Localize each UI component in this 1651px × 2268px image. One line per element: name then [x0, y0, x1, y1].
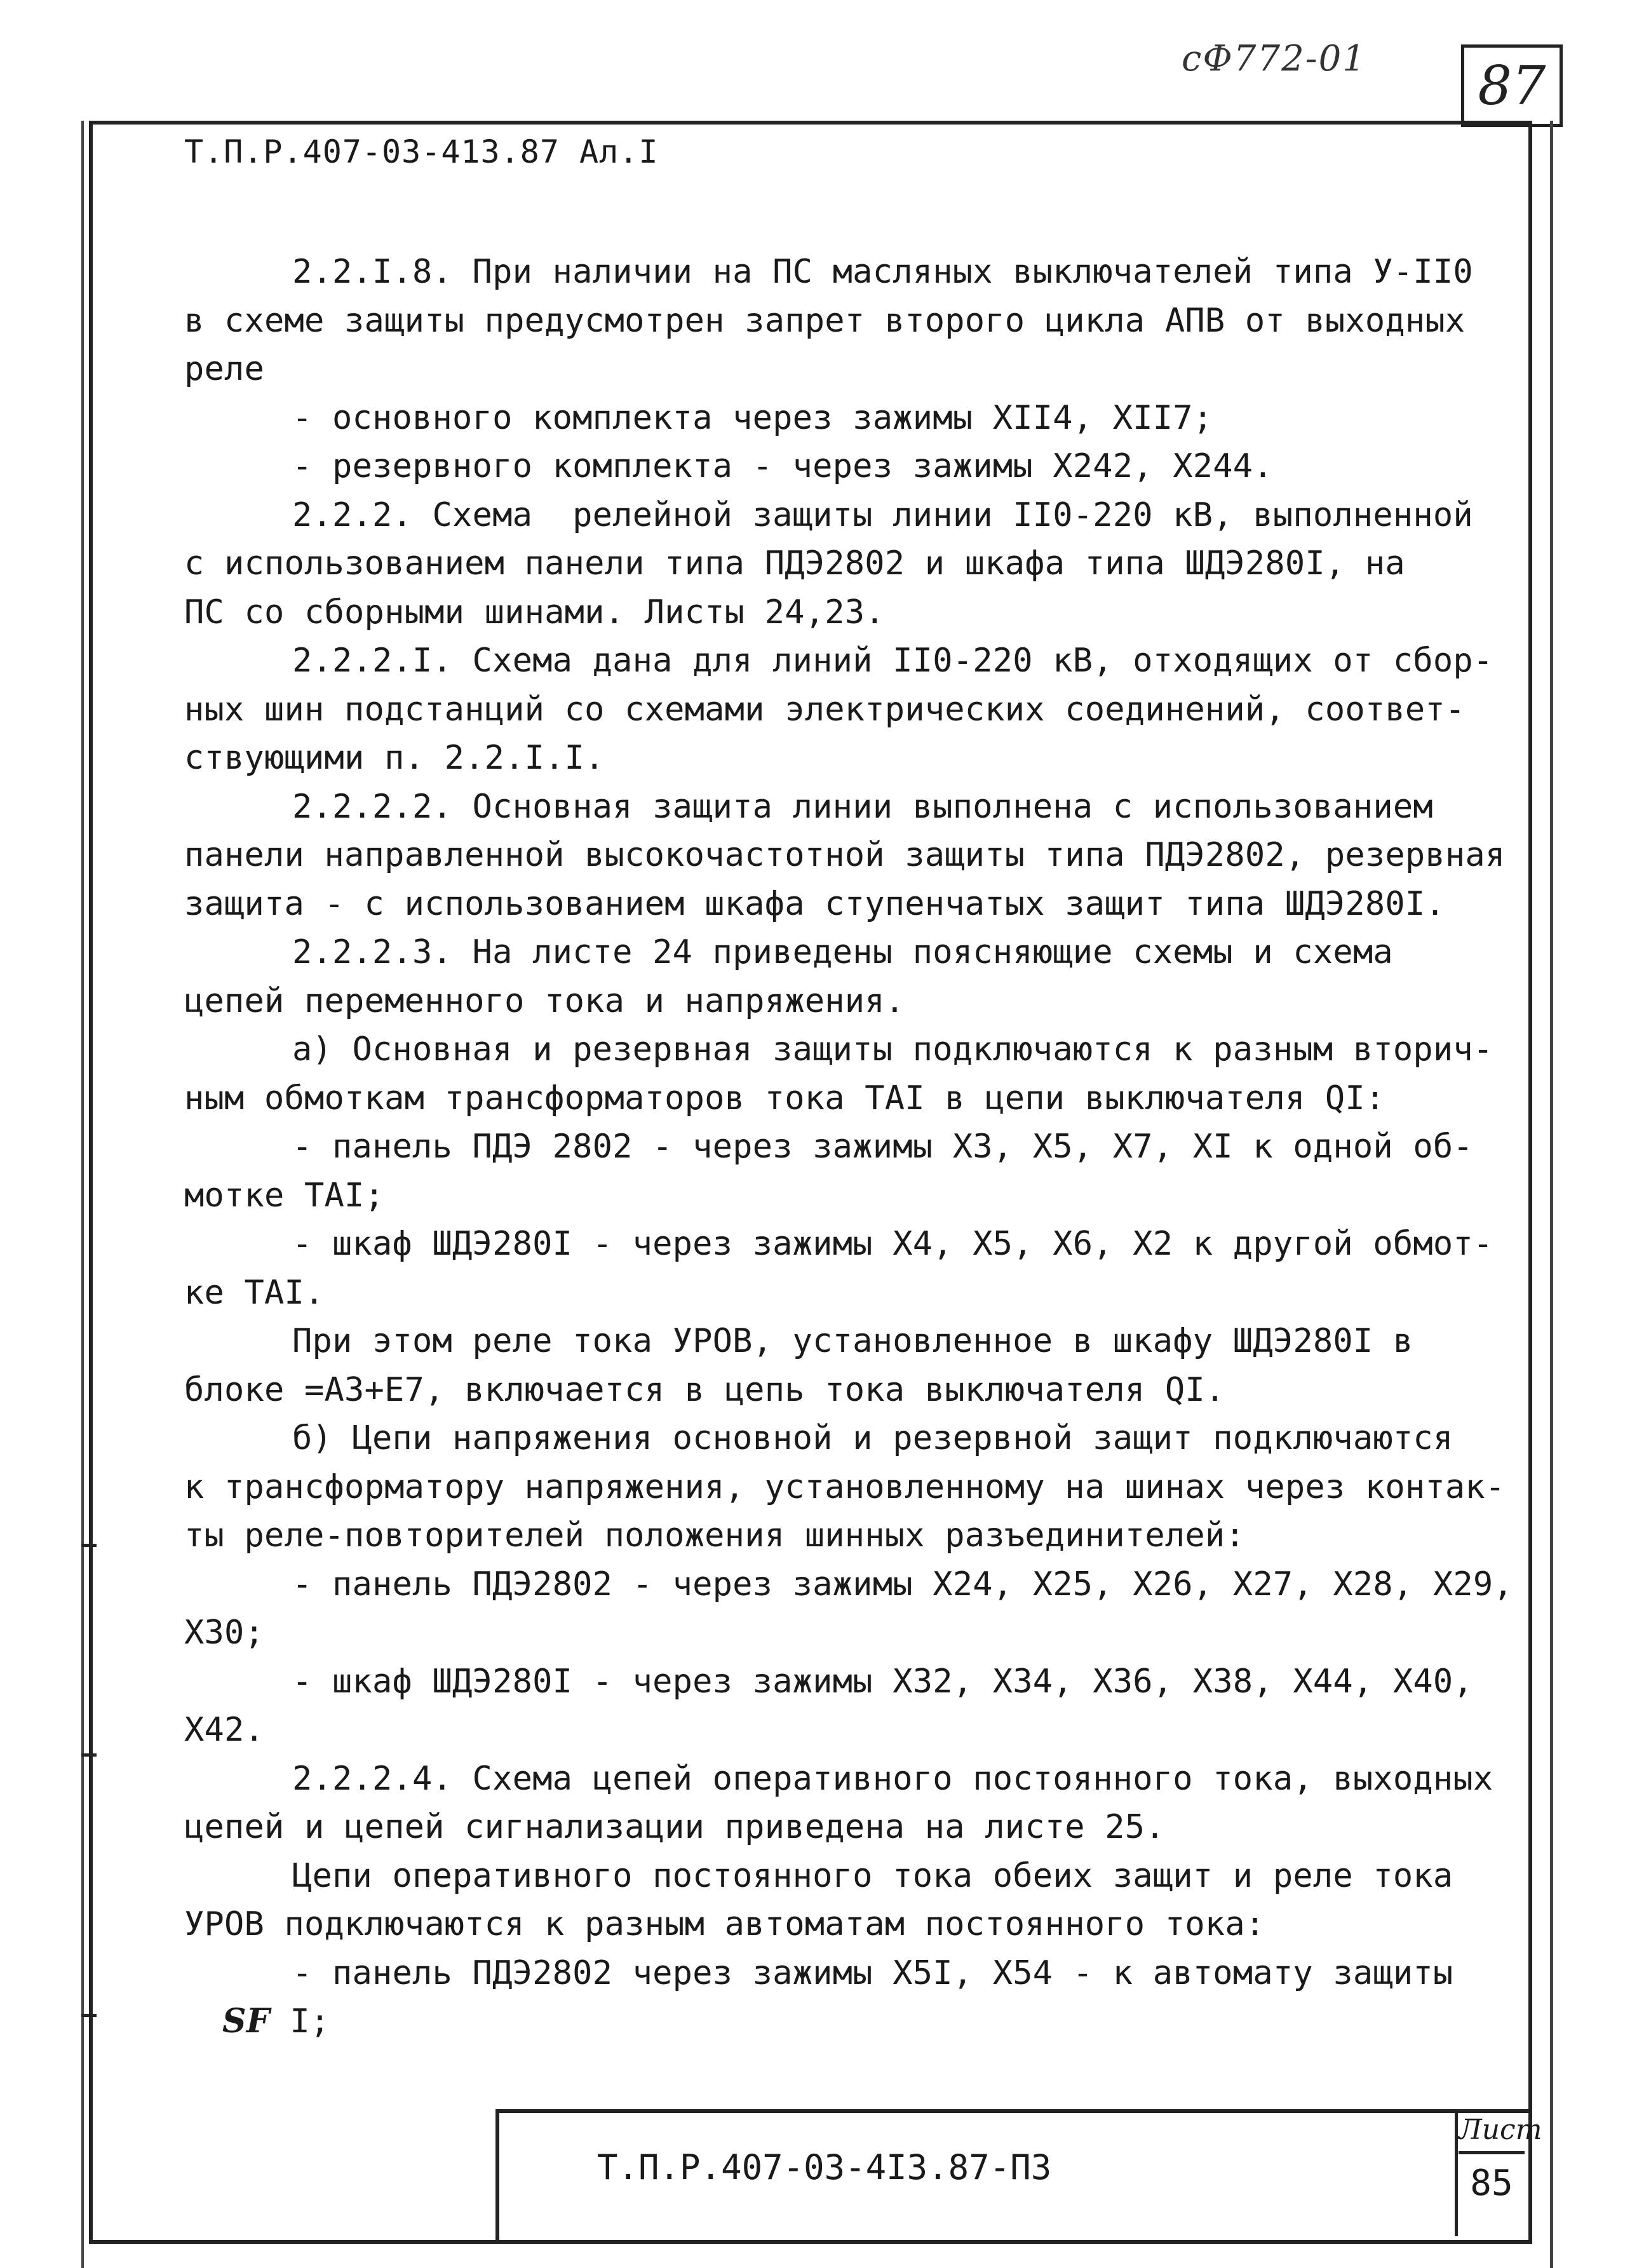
- sheet-number: 85: [1470, 2163, 1513, 2204]
- document-header: Т.П.Р.407-03-413.87 Ал.I: [184, 133, 659, 170]
- text-line: ствующими п. 2.2.I.I.: [184, 739, 605, 777]
- text-line: ных шин подстанций со схемами электрических соединений, соответ-: [184, 690, 1466, 729]
- text-line: УРОВ подключаются к разным автоматам постоянного тока:: [184, 1905, 1265, 1943]
- frame-right-line: [1550, 121, 1553, 2268]
- frame-left-line: [81, 121, 84, 2268]
- text-line: ты реле-повторителей положения шинных разъединителей:: [184, 1516, 1245, 1555]
- binding-tick: [81, 1753, 97, 1757]
- text-line: блоке =А3+Е7, включается в цепь тока выключателя QI.: [184, 1370, 1225, 1409]
- binding-tick: [81, 2014, 97, 2017]
- title-designation: Т.П.Р.407-03-4I3.87-ПЗ: [597, 2147, 1052, 2187]
- text-line: - шкаф ШДЭ280I - через зажимы X4, X5, X6, X2 к другой обмот-: [292, 1225, 1493, 1263]
- text-line: ным обмоткам трансформаторов тока TAI в цепи выключателя QI:: [184, 1079, 1385, 1117]
- text-line: 2.2.2.3. На листе 24 приведены поясняющие схемы и схема: [292, 933, 1393, 971]
- text-line: - панель ПДЭ 2802 - через зажимы X3, X5, X7, XI к одной об-: [292, 1128, 1473, 1166]
- text-line: с использованием панели типа ПДЭ2802 и шкафа типа ШДЭ280I, на: [184, 544, 1405, 583]
- text-line: - панель ПДЭ2802 через зажимы X5I, X54 - к автомату защиты: [292, 1954, 1453, 1992]
- text-line: X42.: [184, 1711, 265, 1749]
- handwritten-sf: SF: [222, 2002, 270, 2041]
- text-line: Цепи оперативного постоянного тока обеих защит и реле тока: [292, 1856, 1453, 1895]
- text-line: 2.2.2.2. Основная защита линии выполнена с использованием: [292, 787, 1433, 826]
- text-line: - панель ПДЭ2802 - через зажимы X24, X25, X26, X27, X28, X29,: [292, 1565, 1513, 1603]
- text-line: 2.2.2. Схема релейной защиты линии II0-220 кВ, выполненной: [292, 496, 1473, 534]
- binding-tick: [81, 1544, 97, 1547]
- typed-suffix: I;: [269, 2002, 330, 2041]
- text-line: реле: [184, 350, 265, 388]
- body-text: [184, 248, 1518, 2046]
- text-line: 2.2.2.I. Схема дана для линий II0-220 кВ, отходящих от сбор-: [292, 642, 1493, 680]
- text-line: защита - с использованием шкафа ступенчатых защит типа ШДЭ280I.: [184, 884, 1445, 923]
- text-line: к трансформатору напряжения, установленному на шинах через контак-: [184, 1468, 1506, 1506]
- text-line: панели направленной высокочастотной защиты типа ПДЭ2802, резервная: [184, 836, 1506, 874]
- text-line: мотке TAI;: [184, 1176, 385, 1215]
- text-line: При этом реле тока УРОВ, установленное в шкафу ШДЭ280I в: [292, 1322, 1413, 1360]
- corner-page-number: 87: [1461, 44, 1563, 127]
- text-line: 2.2.I.8. При наличии на ПС масляных выключателей типа У-II0: [292, 253, 1473, 291]
- text-line: X30;: [184, 1614, 265, 1652]
- text-line: в схеме защиты предусмотрен запрет второго цикла АПВ от выходных: [184, 301, 1466, 340]
- sheet-label: Лист: [1459, 2109, 1525, 2154]
- text-line-last: [184, 1997, 1518, 2046]
- text-line: цепей переменного тока и напряжения.: [184, 982, 905, 1020]
- text-line: - основного комплекта через зажимы XII4, XII7;: [292, 398, 1213, 437]
- text-line: 2.2.2.4. Схема цепей оперативного постоянного тока, выходных: [292, 1759, 1493, 1798]
- text-line: ПС со сборными шинами. Листы 24,23.: [184, 593, 885, 631]
- text-line: а) Основная и резервная защиты подключаются к разным вторич-: [292, 1030, 1493, 1069]
- text-line: цепей и цепей сигнализации приведена на листе 25.: [184, 1808, 1165, 1846]
- text-line: - резервного комплекта - через зажимы X242, X244.: [292, 447, 1273, 485]
- archive-code: сФ772-01: [1182, 38, 1366, 79]
- text-line: б) Цепи напряжения основной и резервной защит подключаются: [292, 1419, 1453, 1457]
- text-line: - шкаф ШДЭ280I - через зажимы X32, X34, X36, X38, X44, X40,: [292, 1662, 1473, 1701]
- text-line: ке TAI.: [184, 1273, 325, 1312]
